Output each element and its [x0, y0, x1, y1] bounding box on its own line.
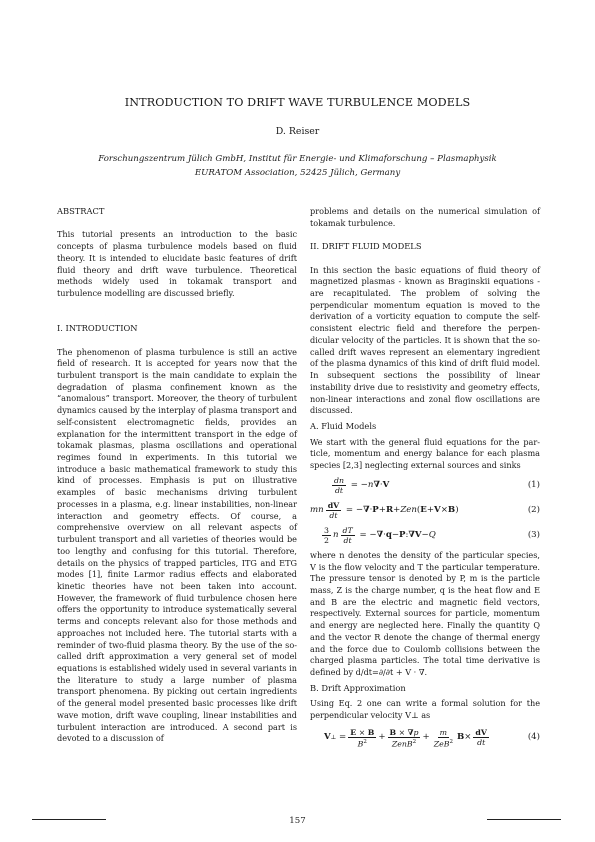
introduction-heading: I. INTRODUCTION [57, 323, 138, 334]
abstract-text: This tutorial presents an introduction to the basic concepts of plasma turbulence models based on fluid theory. It is intended to elucidate basic features of drift fluid theory and drift wave turbulence. Theoretical methods widely used in tokamak transport and turbulence modelling are discussed briefly. [57, 229, 297, 299]
section-2-heading: II. DRIFT FLUID MODELS [310, 241, 422, 252]
subsection-b-text: Using Eq. 2 one can write a formal solution for the perpendicular velocity V⊥ as [310, 698, 540, 721]
paper-title: INTRODUCTION TO DRIFT WAVE TURBULENCE MODELS [124, 96, 471, 109]
equation-4-number: (4) [527, 732, 540, 743]
continuation-text: problems and details on the numerical simulation of tokamak turbulence. [310, 206, 540, 228]
left-column [57, 206, 297, 745]
subsection-a-heading: A. Fluid Models [310, 420, 377, 431]
equation-4: V ⊥ = $\frac{E \times B}{B^2}$ + $\frac{B \times \nabla p}{ZenB^2}$ + $\frac{m}{ZeB^2}$ B × $\frac{dV}{dt}$ (4) [310, 725, 540, 751]
abstract-heading: ABSTRACT [57, 206, 105, 216]
right-column [310, 206, 540, 754]
equation-3-number: (3) [527, 529, 540, 540]
page-number: 157 [289, 816, 306, 826]
equation-description-text: where n denotes the density of the particular species, V is the flow velocity and T the particular temperature. The pressure tensor is denoted by P, m is the particle mass, Z is the charge number, q is the heat flow and E and B are the electric and magnetic field vectors, respectively. External sources for particle, momentum and energy are neglected here. Finally the quantity Q and the vector R denote the change of thermal energy and the force due to Coulomb collisions between the charged plasma particles. The total time derivative is defined by d/dt=∂/∂t + V · ∇. [310, 549, 540, 677]
introduction-text: The phenomenon of plasma turbulence is still an active field of research. It is accepted for years now that the turbulent transport is the main candidate to explain the degradation of plasma confinement known as the “anomalous” transport. Moreover, the theory of turbulent dynamics caused by the interplay of plasma transport and self-consistent electromagnetic fields, provides an explanation for the intermittent transport in the edge of tokamak plasmas, plasma oscillations and operational regimes found in experiments. In this tutorial we introduce a basic mathematical framework to study this kind of processes. Emphasis is put on illustrative examples of basic mechanisms driving turbulent processes in a plasma, e.g. linear instabilities, non-linear interaction and geometry effects. Of course, a comprehensive overview on all relevant aspects of turbulent transport and all varieties of theories would be too lengthy and confusing for this tutorial. Therefore, details on the physics of trapped particles, ITG and ETG modes [1], finite Larmor radius effects and elaborated kinetic theories have not been taken into account. However, the framework of fluid turbulence chosen here offers the opportunity to introduce systematically several terms and concepts relevant also for those methods and approaches not included here. The tutorial starts with a reminder of two-fluid plasma theory. By the use of the so-called drift approximation a very general set of model equations is established widely used in several variants in the literature to study a large number of plasma transport phenomena. By picking out certain ingredients of the general model presented basic processes like drift wave motion, drift wave coupling, linear instabilities and turbulent interaction are introduced. A second part is devoted to a discussion of [57, 346, 297, 744]
equation-2: mn $\frac{dV}{dt}$ = − ∇ · P + R + Zen ( E + V × B ) (2) [310, 501, 540, 521]
subsection-a-text: We start with the general fluid equations for the particle, momentum and energy balance for each plasma species [2,3] neglecting external sources and sinks [310, 436, 540, 471]
equation-1-number: (1) [527, 479, 540, 490]
equation-1: $\frac{dn}{dt}$ = − n ∇ · V (1) [334, 476, 540, 496]
author-name: D. Reiser [275, 126, 320, 137]
equation-3: $\frac{3}{2}$ n $\frac{dT}{dt}$ = − ∇ · q − P : ∇V − Q (3) [324, 526, 540, 546]
section-2-text: In this section the basic equations of fluid theory of magnetized plasmas - known as Braginskii equations - are recapitulated. The problem of solving the perpendicular momentum equation is moved to the derivation of a vorticity equation to compute the self-consistent electric field and therefore the perpendicular velocity of the particles. It is shown that the so-called drift waves represent an elementary ingredient of the plasma dynamics of this kind of drift fluid model. In subsequent sections the possibility of linear instability drive due to resistivity and geometry effects, non-linear interactions and zonal flow oscillations are discussed. [310, 264, 540, 416]
affiliation-line-2: EURATOM Association, 52425 Jülich, Germany [194, 168, 401, 178]
subsection-b-heading: B. Drift Approximation [310, 682, 406, 693]
affiliation-line-1: Forschungszentrum Jülich GmbH, Institut für Energie- und Klimaforschung – Plasmaphysik [98, 154, 497, 164]
footer-rule-right [487, 819, 561, 820]
equation-2-number: (2) [527, 504, 540, 515]
